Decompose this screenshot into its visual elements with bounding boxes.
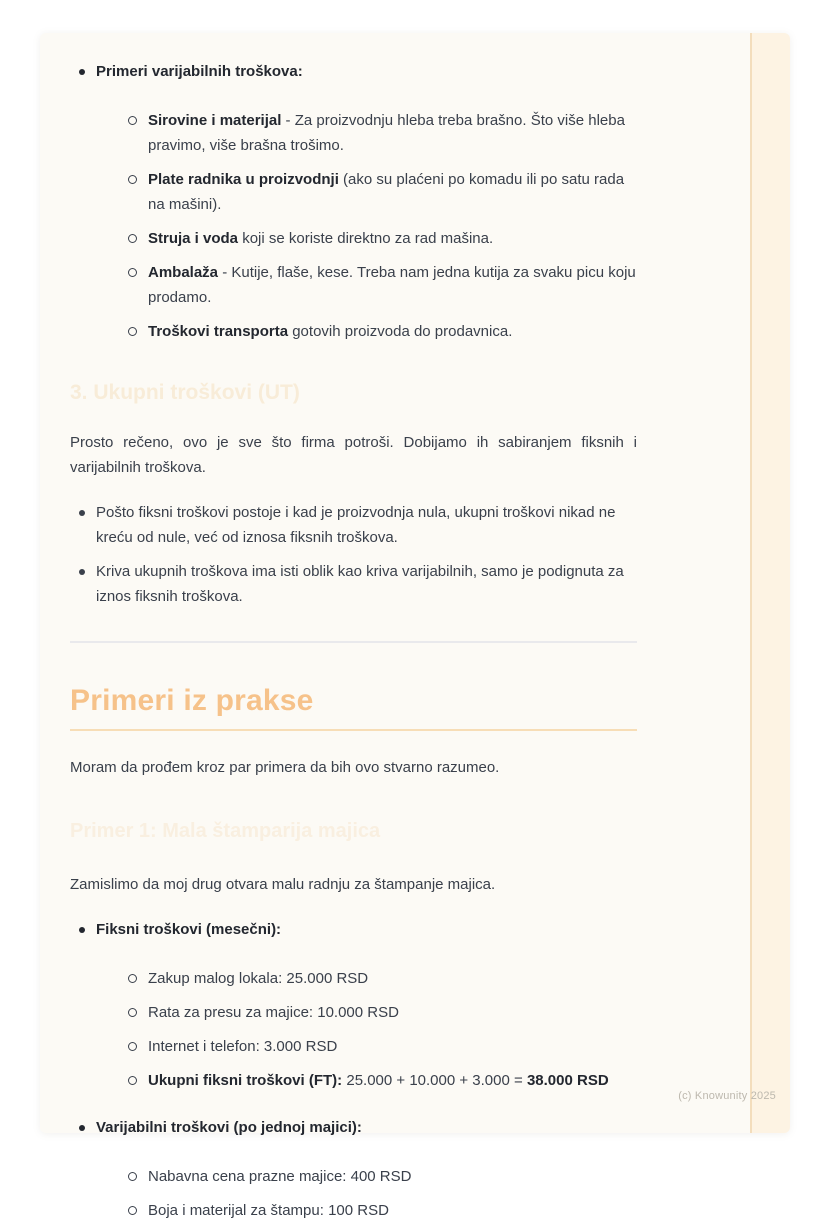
variable-costs-examples-list [70,59,637,344]
paragraph: Prosto rečeno, ovo je sve što firma potroši. Dobijamo ih sabiranjem fiksnih i varijabilnih troškova. [70,434,637,476]
item-text: (ako su plaćeni po komadu ili po satu rada na mašini). [148,171,625,213]
list-item: Kriva ukupnih troškova ima isti oblik kao kriva varijabilnih, samo je podignuta za iznos fiksnih troškova. [70,559,637,609]
fixed-costs-list [70,917,637,1093]
fixed-costs-sublist [96,966,637,1093]
list-item [96,167,637,217]
item-lead: Sirovine i materijal [148,112,282,129]
total-label: Ukupni fiksni troškovi (FT): [148,1072,343,1089]
page-margin-strip [750,33,790,1133]
variable-costs-list [70,1115,637,1223]
section-divider [70,641,637,643]
item-text: koji se koriste direktno za rad mašina. [238,230,494,247]
list-item [96,108,637,158]
list-title-text: Fiksni troškovi (mesečni): [96,921,282,938]
ukupni-troskovi-list [70,500,637,609]
paragraph: Zamislimo da moj drug otvara malu radnju za štampanje majica. [70,876,496,893]
heading-underline [70,729,637,731]
item-text: - Za proizvodnju hleba treba brašno. Što više hleba pravimo, više brašna trošimo. [148,112,625,154]
list-item: Zakup malog lokala: 25.000 RSD [96,966,637,991]
list-title [70,59,637,344]
list-item-total [96,1068,637,1093]
section-heading-ukupni-troskovi: 3. Ukupni troškovi (UT) [70,381,300,404]
paragraph: Moram da prođem kroz par primera da bih ovo stvarno razumeo. [70,759,500,776]
variable-costs-sublist [96,1164,637,1223]
list-item: Rata za presu za majice: 10.000 RSD [96,1000,637,1025]
list-item: Boja i materijal za štampu: 100 RSD [96,1198,637,1223]
total-value: 38.000 RSD [526,1072,609,1089]
list-item [96,319,637,344]
section-heading-primer-1: Primer 1: Mala štamparija majica [70,820,381,842]
list-title [70,1115,637,1223]
list-item: Internet i telefon: 3.000 RSD [96,1034,637,1059]
list-item: Nabavna cena prazne majice: 400 RSD [96,1164,637,1189]
item-lead: Struja i voda [148,230,239,247]
document-page [40,33,790,1219]
list-title-text: Varijabilni troškovi (po jednoj majici): [96,1119,362,1136]
item-lead: Ambalaža [148,264,219,281]
list-item [96,260,637,310]
variable-costs-sublist [96,108,637,344]
copyright-notice: (c) Knowunity 2025 [678,1090,776,1102]
list-title [70,917,637,1093]
item-lead: Troškovi transporta [148,323,289,340]
list-item [96,226,637,251]
list-title-text: Primeri varijabilnih troškova: [96,63,303,80]
list-item: Pošto fiksni troškovi postoje i kad je proizvodnja nula, ukupni troškovi nikad ne kreću od nule, već od iznosa fiksnih troškova. [70,500,637,550]
total-calc: 25.000 + 10.000 + 3.000 = [342,1072,527,1089]
page-heading-primeri-iz-prakse: Primeri iz prakse [70,684,314,717]
item-text: - Kutije, flaše, kese. Treba nam jedna kutija za svaku picu koju prodamo. [148,264,636,306]
item-text: gotovih proizvoda do prodavnica. [288,323,513,340]
item-lead: Plate radnika u proizvodnji [148,171,339,188]
